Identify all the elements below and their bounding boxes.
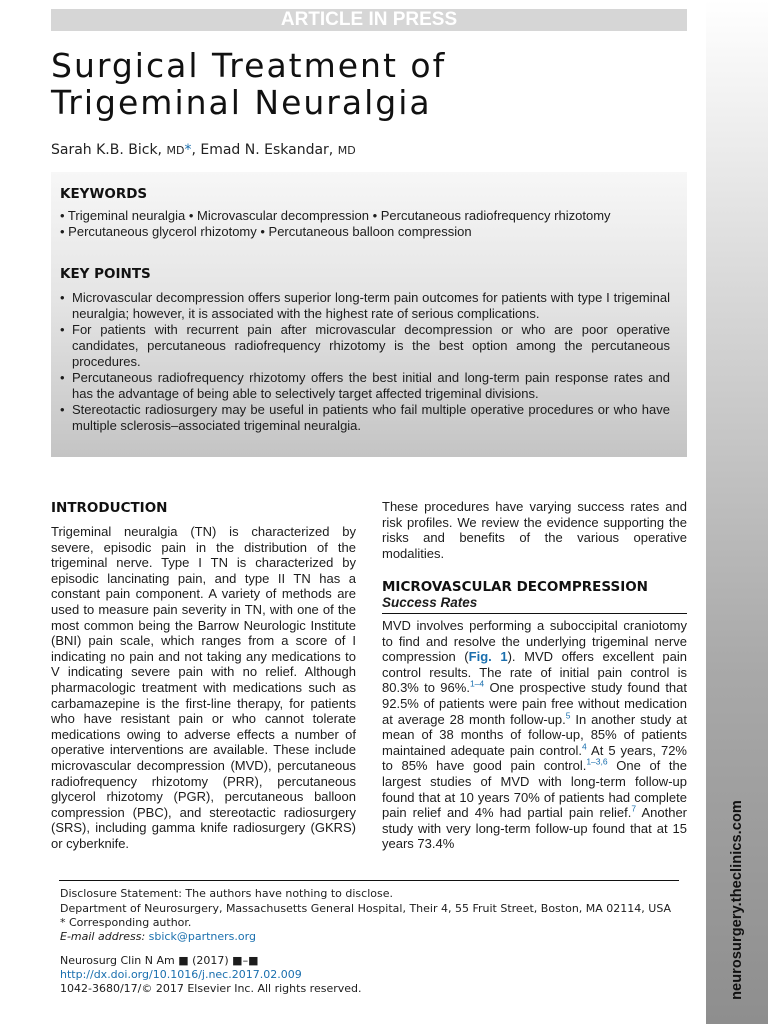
copyright-line: 1042-3680/17/© 2017 Elsevier Inc. All rights reserved.: [60, 982, 362, 995]
title-line-2: Trigeminal Neuralgia: [51, 83, 432, 122]
key-point-2: • For patients with recurrent pain after microvascular decompression or who are poor operative candidates, percutaneous radiofrequency rhizotomy is the best option among the percutaneous procedures.: [60, 322, 670, 370]
article-in-press-banner: ARTICLE IN PRESS: [51, 9, 687, 31]
key-point-3: • Percutaneous radiofrequency rhizotomy offers the best initial and long-term pain response rates and has the advantage of being able to selectively target affected trigeminal divisions.: [60, 370, 670, 402]
email-line: [60, 930, 256, 943]
mvd-text-4: In another study at mean of 38 months of follow-up, 85% of patients maintained adequate pain control.: [382, 711, 687, 758]
email-label: E-mail address:: [60, 930, 146, 943]
key-points-heading: KEY POINTS: [60, 266, 151, 282]
footnote-rule: [59, 880, 679, 881]
introduction-paragraph: Trigeminal neuralgia (TN) is characterized by severe, episodic pain in the distribution of the trigeminal nerve. Type I TN is characterized by episodic lancinating pain, and type II TN has a constant pain component. A variety of methods are used to measure pain severity in TN, with one of the most common being the Barrow Neurologic Institute (BNI) pain scale, which ranges from a score of I indicating no pain and not taking any medications to V indicating severe pain with no relief. Although pharmacologic treatment with medications such as carbamazepine is the first-line therapy, for patients who have resistant pain or who cannot tolerate medications owing to adverse effects a number of operative interventions are available. These include microvascular decompression (MVD), percutaneous radiofrequency rhizotomy (PRR), percutaneous glycerol rhizotomy (PGR), percutaneous balloon compression (PBC), and stereotactic radiosurgery (SRS), including gamma knife radiosurgery (GKRS) or cyberknife.: [51, 524, 356, 851]
reference-link[interactable]: 7: [631, 803, 637, 814]
keywords-line-2: • Percutaneous glycerol rhizotomy • Percutaneous balloon compression: [60, 224, 472, 239]
right-intro-paragraph: These procedures have varying success rates and risk profiles. We review the evidence supporting the risks and benefits of the various operative modalities.: [382, 499, 687, 561]
author-1: Sarah K.B. Bick,: [51, 142, 163, 158]
mvd-paragraph: [382, 618, 687, 852]
corresponding-author-note: * Corresponding author.: [60, 916, 192, 929]
keywords-heading: KEYWORDS: [60, 186, 148, 202]
doi-link[interactable]: http://dx.doi.org/10.1016/j.nec.2017.02.009: [60, 968, 302, 981]
reference-link[interactable]: 1–3,6: [586, 757, 608, 768]
author-separator: ,: [191, 142, 196, 158]
key-points-list: [60, 290, 670, 434]
mvd-text-2: ). MVD offers excellent pain control results. The rate of initial pain control is 80.3% to 96%.: [382, 649, 688, 696]
title-line-1: Surgical Treatment of: [51, 46, 447, 85]
mvd-text-1: MVD involves performing a suboccipital craniotomy to find and resolve the underlying trigeminal nerve compression (: [382, 618, 687, 665]
author-affiliation: Department of Neurosurgery, Massachusetts General Hospital, Their 4, 55 Fruit Street, Boston, MA 02114, USA: [60, 902, 672, 915]
author-list: [51, 142, 356, 158]
journal-site-url[interactable]: neurosurgery.theclinics.com: [729, 800, 745, 1000]
key-point-1: • Microvascular decompression offers superior long-term pain outcomes for patients with type I trigeminal neuralgia; however, it is associated with the highest rate of serious complications.: [60, 290, 670, 322]
email-link[interactable]: sbick@partners.org: [148, 930, 256, 943]
figure-1-link[interactable]: Fig. 1: [468, 649, 508, 665]
success-rates-subheading: Success Rates: [382, 595, 478, 610]
corresponding-author-mark[interactable]: *: [184, 142, 192, 158]
reference-link[interactable]: 5: [565, 710, 571, 721]
article-title: [51, 47, 446, 121]
mvd-text-3: One prospective study found that 92.5% of patients were pain free without medication at average 28 month follow-up.: [382, 680, 687, 727]
author-2: Emad N. Eskandar,: [200, 142, 334, 158]
subheading-rule: [382, 613, 687, 614]
introduction-heading: INTRODUCTION: [51, 500, 168, 516]
key-point-4: • Stereotactic radiosurgery may be useful in patients who fail multiple operative procedures or who have multiple sclerosis–associated trigeminal neuralgia.: [60, 402, 670, 434]
mvd-text-7: Another study with very long-term follow-up found that at 15 years 73.4%: [382, 805, 688, 852]
reference-link[interactable]: 4: [582, 741, 587, 752]
keywords-line-1: • Trigeminal neuralgia • Microvascular decompression • Percutaneous radiofrequency rhizotomy: [60, 208, 611, 223]
reference-link[interactable]: 1–4: [469, 679, 485, 690]
disclosure-statement: Disclosure Statement: The authors have nothing to disclose.: [60, 887, 393, 900]
mvd-text-5: At 5 years, 72% to 85% have good pain control.: [382, 742, 687, 774]
author-2-degree: MD: [337, 144, 356, 157]
journal-citation: Neurosurg Clin N Am ■ (2017) ■–■: [60, 954, 259, 967]
author-1-degree: MD: [166, 144, 185, 157]
mvd-text-6: One of the largest studies of MVD with long-term follow-up found that at 10 years 70% of patients had complete pain relief and 4% had partial pain relief.: [382, 758, 687, 821]
mvd-heading: MICROVASCULAR DECOMPRESSION: [382, 579, 648, 595]
